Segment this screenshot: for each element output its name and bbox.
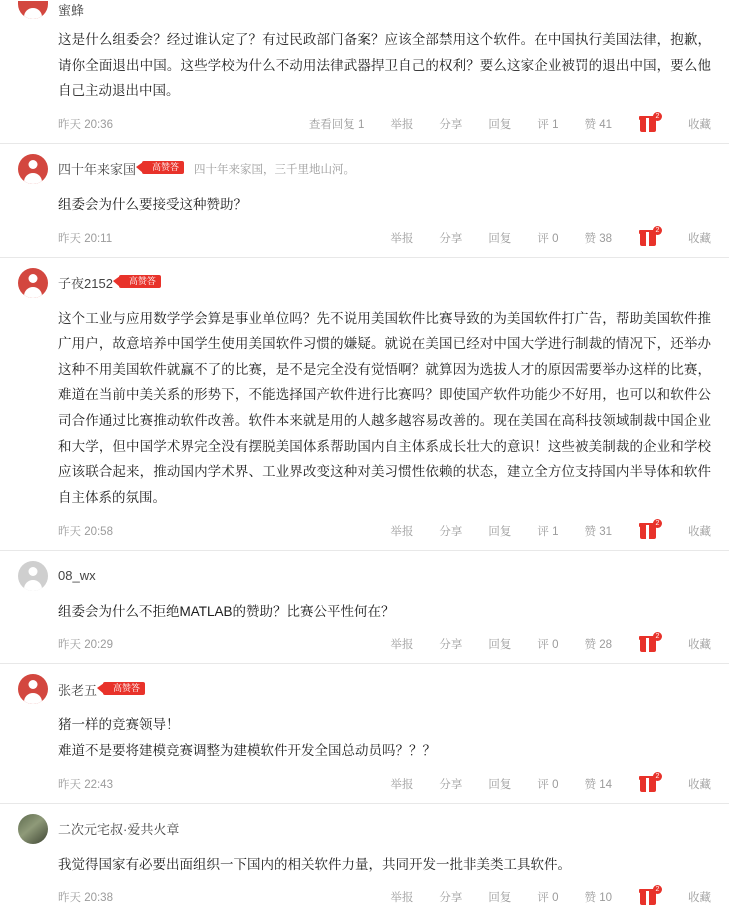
gift-icon[interactable] <box>639 521 661 541</box>
report-button[interactable]: 举报 <box>390 118 414 131</box>
reply-button[interactable]: 回复 <box>488 118 512 131</box>
avatar[interactable] <box>18 814 48 844</box>
username[interactable]: 四十年来家国 <box>58 162 137 178</box>
avatar[interactable] <box>18 268 48 298</box>
username-wrapper <box>58 0 84 19</box>
gift-ribbon-shape <box>646 525 649 539</box>
gift-badge-count: 2 <box>653 519 662 528</box>
comment-count[interactable]: 评 0 <box>537 892 559 905</box>
like-button[interactable]: 赞 14 <box>584 778 612 791</box>
avatar-head-shape <box>29 274 38 283</box>
share-button[interactable]: 分享 <box>439 892 463 905</box>
comment-paragraph: 难道不是要将建模竞赛调整为建模软件开发全国总动员吗？？？ <box>58 742 436 758</box>
report-button[interactable]: 举报 <box>390 639 414 652</box>
comment-time: 昨天 22:43 <box>58 778 113 791</box>
comment-header <box>0 561 729 591</box>
gift-badge-count: 2 <box>653 772 662 781</box>
favorite-button[interactable]: 收藏 <box>688 118 711 131</box>
avatar[interactable] <box>18 154 48 184</box>
favorite-button[interactable]: 收藏 <box>688 778 711 791</box>
share-button[interactable]: 分享 <box>439 778 463 791</box>
comment-actions <box>377 887 711 907</box>
comment-text <box>0 298 729 511</box>
comment-time: 昨天 20:11 <box>58 232 113 245</box>
gift-ribbon-shape <box>646 778 649 792</box>
comment-actions <box>296 114 711 134</box>
avatar-body-shape <box>24 693 42 704</box>
username[interactable]: 二次元宅叔·爱共火章 <box>58 822 180 838</box>
favorite-button[interactable]: 收藏 <box>688 639 711 652</box>
avatar-body-shape <box>24 580 42 591</box>
user-tagline: 四十年来家国，三千里地山河。 <box>194 163 356 176</box>
gift-ribbon-shape <box>646 118 649 132</box>
share-button[interactable]: 分享 <box>439 525 463 538</box>
comment-count[interactable]: 评 0 <box>537 639 559 652</box>
comment-item <box>0 144 729 258</box>
comment-paragraph: 这个工业与应用数学学会算是事业单位吗？先不说用美国软件比赛导致的为美国软件打广告，帮助美国软件推广用户，故意培养中国学生使用美国软件习惯的嫌疑。就说在美国已经对中国大学进行制裁的情况下，还举办这种不用美国软件就赢不了的比赛，是不是完全没有觉悟啊？就算因为选拔人才的原因需要举办这样的比赛，难道在当前中美关系的形势下，不能选择国产软件进行比赛吗？即使国产软件功能少不好用，也可以和软件公司合作通过比赛推动软件改善。软件本来就是用的人越多越容易改善的。现在美国在高科技领域制裁中国企业和大学，但中国学术界完全没有摆脱美国体系帮助国内自主体系成长壮大的意识！这些被美制裁的企业和学校应该联合起来，推动国内学术界、工业界改变这种对美习惯性依赖的状态，建立全方位支持国内半导体和软件自主体系的氛围。 <box>58 310 711 506</box>
comment-text <box>0 844 729 878</box>
comment-paragraph: 组委会为什么要接受这种赞助？ <box>58 196 247 212</box>
user-badge: 高赞答 <box>103 682 145 695</box>
comment-text <box>0 591 729 625</box>
avatar[interactable] <box>18 561 48 591</box>
comment-paragraph: 我觉得国家有必要出面组织一下国内的相关软件力量，共同开发一批非美类工具软件。 <box>58 856 571 872</box>
avatar-body-shape <box>24 173 42 184</box>
comment-header <box>0 154 729 184</box>
like-button[interactable]: 赞 28 <box>584 639 612 652</box>
comment-item <box>0 551 729 665</box>
comment-actions <box>377 228 711 248</box>
comment-actions <box>377 634 711 654</box>
report-button[interactable]: 举报 <box>390 892 414 905</box>
username[interactable]: 子夜2152 <box>58 276 113 292</box>
avatar[interactable] <box>18 674 48 704</box>
avatar-head-shape <box>29 160 38 169</box>
gift-ribbon-shape <box>646 638 649 652</box>
reply-button[interactable]: 回复 <box>488 232 512 245</box>
comment-text <box>0 19 729 104</box>
username-wrapper <box>58 568 96 583</box>
comment-footer <box>0 218 729 257</box>
comment-count[interactable]: 评 0 <box>537 232 559 245</box>
avatar-body-shape <box>24 287 42 298</box>
comment-footer <box>0 511 729 550</box>
share-button[interactable]: 分享 <box>439 118 463 131</box>
report-button[interactable]: 举报 <box>390 232 414 245</box>
gift-badge-count: 2 <box>653 112 662 121</box>
gift-icon[interactable] <box>639 228 661 248</box>
gift-badge-count: 2 <box>653 632 662 641</box>
comment-header <box>0 814 729 844</box>
comment-item <box>0 664 729 803</box>
username[interactable]: 蜜蜂 <box>58 3 85 18</box>
gift-badge-count: 2 <box>653 885 662 894</box>
like-button[interactable]: 赞 31 <box>584 525 612 538</box>
favorite-button[interactable]: 收藏 <box>688 892 711 905</box>
comment-time: 昨天 20:38 <box>58 892 113 905</box>
reply-button[interactable]: 回复 <box>488 778 512 791</box>
comment-paragraph: 猪一样的竞赛领导！ <box>58 717 180 733</box>
report-button[interactable]: 举报 <box>390 525 414 538</box>
username-wrapper <box>58 680 145 699</box>
avatar-head-shape <box>29 680 38 689</box>
avatar[interactable] <box>18 1 48 19</box>
comment-actions <box>377 774 711 794</box>
username-wrapper <box>58 159 184 178</box>
comment-paragraph: 组委会为什么不拒绝MATLAB的赞助？比赛公平性何在？ <box>58 603 395 619</box>
comment-footer <box>0 104 729 143</box>
username[interactable]: 08_wx <box>58 568 96 584</box>
comment-count[interactable]: 评 0 <box>537 778 559 791</box>
like-button[interactable]: 赞 41 <box>584 118 612 131</box>
reply-button[interactable]: 回复 <box>488 892 512 905</box>
comment-actions <box>377 521 711 541</box>
comment-header <box>0 268 729 298</box>
view-replies-button[interactable]: 查看回复 1 <box>308 118 365 131</box>
like-button[interactable]: 赞 38 <box>584 232 612 245</box>
comment-text <box>0 184 729 218</box>
comment-item <box>0 0 729 144</box>
share-button[interactable]: 分享 <box>439 639 463 652</box>
report-button[interactable]: 举报 <box>390 778 414 791</box>
comment-footer <box>0 764 729 803</box>
page-bottom-spacer <box>0 916 729 922</box>
username-wrapper <box>58 273 161 292</box>
comment-count[interactable]: 评 1 <box>537 118 559 131</box>
gift-icon[interactable] <box>639 634 661 654</box>
gift-icon[interactable] <box>639 774 661 794</box>
comment-item <box>0 804 729 917</box>
comment-time: 昨天 20:36 <box>58 118 113 131</box>
gift-badge-count: 2 <box>653 226 662 235</box>
username-wrapper <box>58 819 179 838</box>
comment-header <box>0 0 729 19</box>
username[interactable]: 张老五 <box>58 682 98 698</box>
comment-time: 昨天 20:58 <box>58 525 113 538</box>
user-badge: 高赞答 <box>119 275 161 288</box>
comment-header <box>0 674 729 704</box>
user-badge: 高赞答 <box>142 161 184 174</box>
comment-item <box>0 258 729 551</box>
gift-icon[interactable] <box>639 114 661 134</box>
comment-time: 昨天 20:29 <box>58 639 113 652</box>
avatar-head-shape <box>29 567 38 576</box>
comment-count[interactable]: 评 1 <box>537 525 559 538</box>
comment-footer <box>0 624 729 663</box>
gift-ribbon-shape <box>646 232 649 246</box>
favorite-button[interactable]: 收藏 <box>688 525 711 538</box>
like-button[interactable]: 赞 10 <box>584 892 612 905</box>
reply-button[interactable]: 回复 <box>488 639 512 652</box>
favorite-button[interactable]: 收藏 <box>688 232 711 245</box>
gift-icon[interactable] <box>639 887 661 907</box>
avatar-body-shape <box>24 8 42 19</box>
comment-footer <box>0 877 729 916</box>
share-button[interactable]: 分享 <box>439 232 463 245</box>
comment-text <box>0 704 729 763</box>
gift-ribbon-shape <box>646 891 649 905</box>
reply-button[interactable]: 回复 <box>488 525 512 538</box>
comment-paragraph: 这是什么组委会？经过谁认定了？有过民政部门备案？应该全部禁用这个软件。在中国执行美国法律，抱歉，请你全面退出中国。这些学校为什么不动用法律武器捍卫自己的权利？要么这家企业被罚的退出中国，要么他自己主动退出中国。 <box>58 32 711 99</box>
